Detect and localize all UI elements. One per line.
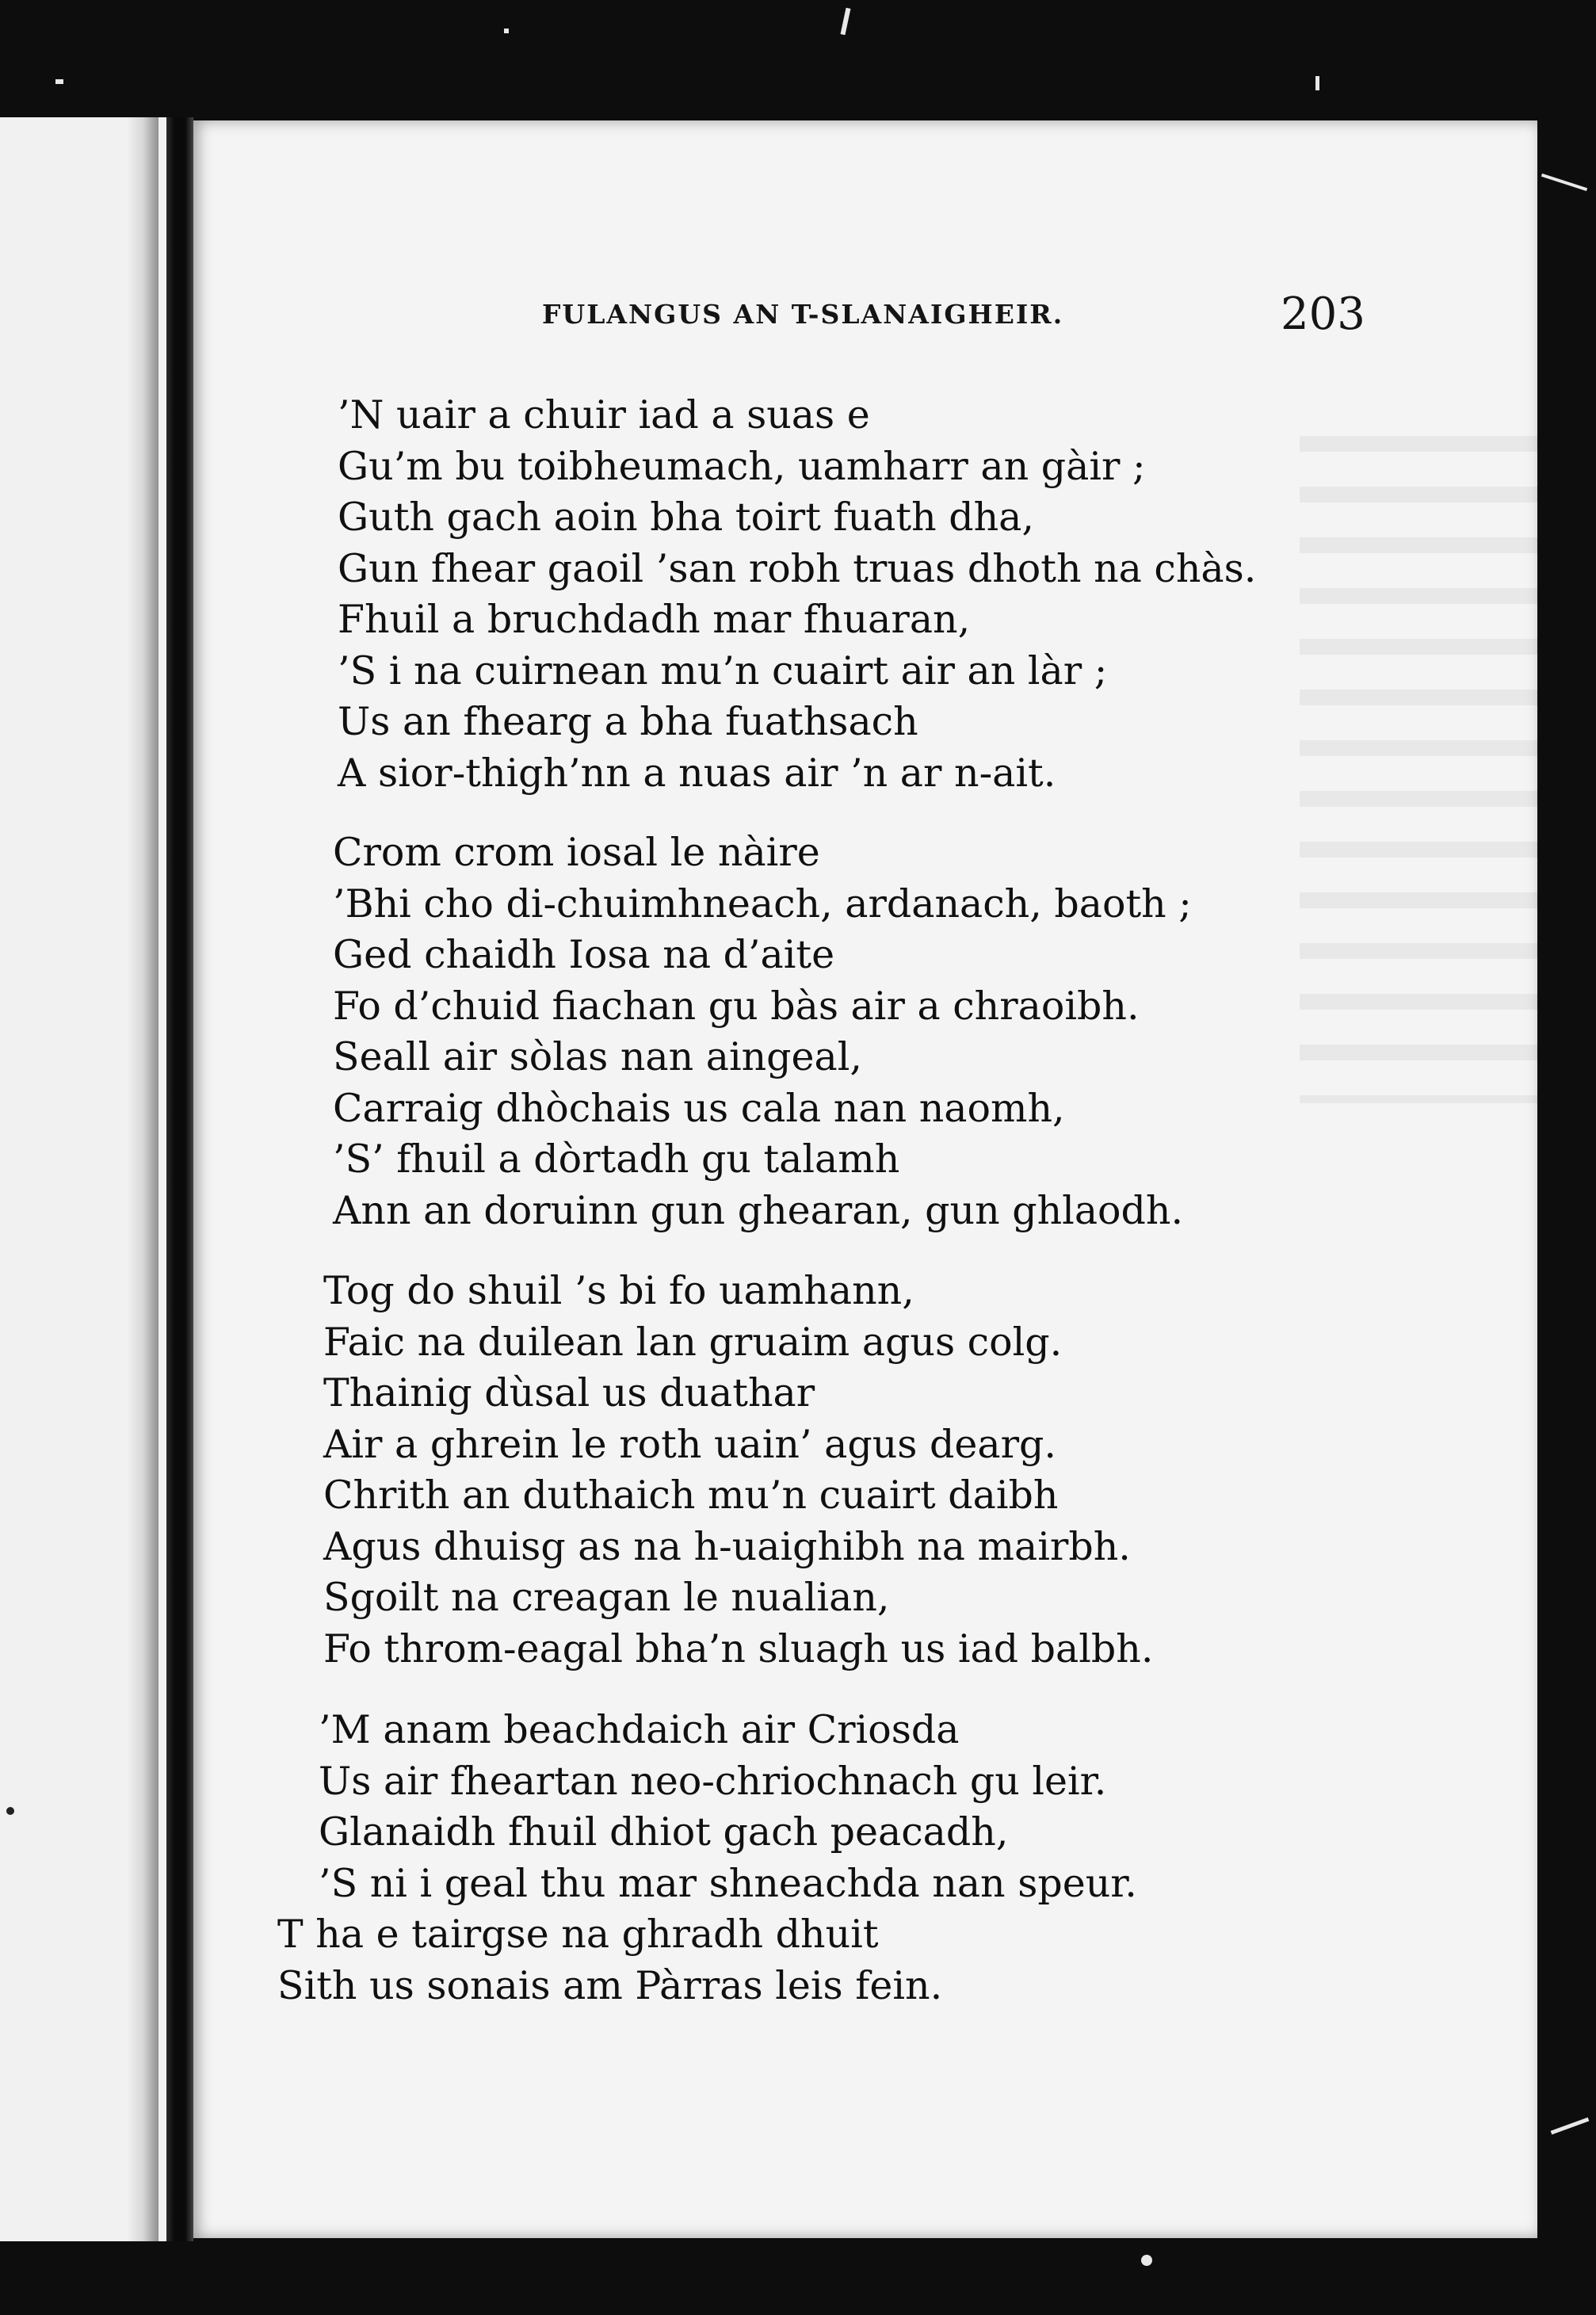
book-page: [193, 120, 1537, 2238]
verse-line: Gu’m bu toibheumach, uamharr an gàir ;: [338, 443, 1146, 489]
verse-line: Ged chaidh Iosa na d’aite: [333, 932, 835, 977]
page-number: 203: [1281, 288, 1365, 340]
stanza-1: [193, 390, 1461, 799]
verse-line: Fo throm-eagal bha’n sluagh us iad balbh.: [323, 1625, 1154, 1671]
verse-line: Us air fheartan neo-chriochnach gu leir.: [319, 1758, 1107, 1804]
verse-line: Fhuil a bruchdadh mar fhuaran,: [338, 597, 971, 642]
dust-speck: [1315, 76, 1319, 90]
dust-speck: [1541, 174, 1587, 191]
verse-line: Thainig dùsal us duathar: [323, 1370, 815, 1415]
verse-line: Agus dhuisg as na h-uaighibh na mairbh.: [323, 1523, 1131, 1569]
stanza-2: [193, 827, 1461, 1236]
stanza-4: [193, 1705, 1461, 2011]
verse-line: Faic na duilean lan gruaim agus colg.: [323, 1319, 1063, 1365]
verse-line: ’S’ fhuil a dòrtadh gu talamh: [333, 1136, 900, 1182]
dust-speck: [1141, 2255, 1152, 2266]
stanza-3: [193, 1266, 1461, 1675]
verse-line: ’Bhi cho di-chuimhneach, ardanach, baoth ;: [333, 881, 1192, 926]
verse-line: T ha e tairgse na ghradh dhuit: [277, 1912, 879, 1957]
verse-line: Us an fhearg a bha fuathsach: [338, 699, 918, 744]
verse-line: ’S i na cuirnean mu’n cuairt air an làr ;: [338, 648, 1108, 693]
verse-line: Seall air sòlas nan aingeal,: [333, 1034, 863, 1079]
ink-speck: [6, 1807, 14, 1815]
dust-speck: [1551, 2118, 1590, 2135]
verse-line: Fo d’chuid fiachan gu bàs air a chraoibh.: [333, 983, 1140, 1029]
verse-line: Chrith an duthaich mu’n cuairt daibh: [323, 1473, 1059, 1518]
verse-line: Air a ghrein le roth uain’ agus dearg.: [323, 1421, 1056, 1467]
running-title: FULANGUS AN T-SLANAIGHEIR.: [542, 299, 1064, 330]
verse-line: Sgoilt na creagan le nualian,: [323, 1575, 890, 1620]
verse-line: Ann an doruinn gun ghearan, gun ghlaodh.: [333, 1187, 1184, 1233]
verse-line: Carraig dhòchais us cala nan naomh,: [333, 1085, 1065, 1131]
verse-line: ’N uair a chuir iad a suas e: [338, 392, 870, 437]
dust-speck: [55, 79, 63, 84]
verse-line: Sith us sonais am Pàrras leis fein.: [277, 1962, 943, 2008]
verse-line: ’S ni i geal thu mar shneachda nan speur.: [319, 1860, 1137, 1906]
dust-speck: [504, 29, 509, 33]
verse-line: Crom crom iosal le nàire: [333, 830, 820, 875]
verse-line: Tog do shuil ’s bi fo uamhann,: [323, 1268, 914, 1313]
book-gutter: [166, 117, 193, 2241]
verse-line: Glanaidh fhuil dhiot gach peacadh,: [319, 1809, 1009, 1855]
verse-line: Guth gach aoin bha toirt fuath dha,: [338, 495, 1034, 540]
verse-line: Gun fhear gaoil ’san robh truas dhoth na chàs.: [338, 545, 1257, 591]
verse-line: A sior-thigh’nn a nuas air ’n ar n-ait.: [338, 750, 1056, 796]
verse-line: ’M anam beachdaich air Criosda: [319, 1707, 960, 1752]
dust-speck: [841, 8, 851, 36]
page-curl-highlight: [127, 117, 158, 2241]
